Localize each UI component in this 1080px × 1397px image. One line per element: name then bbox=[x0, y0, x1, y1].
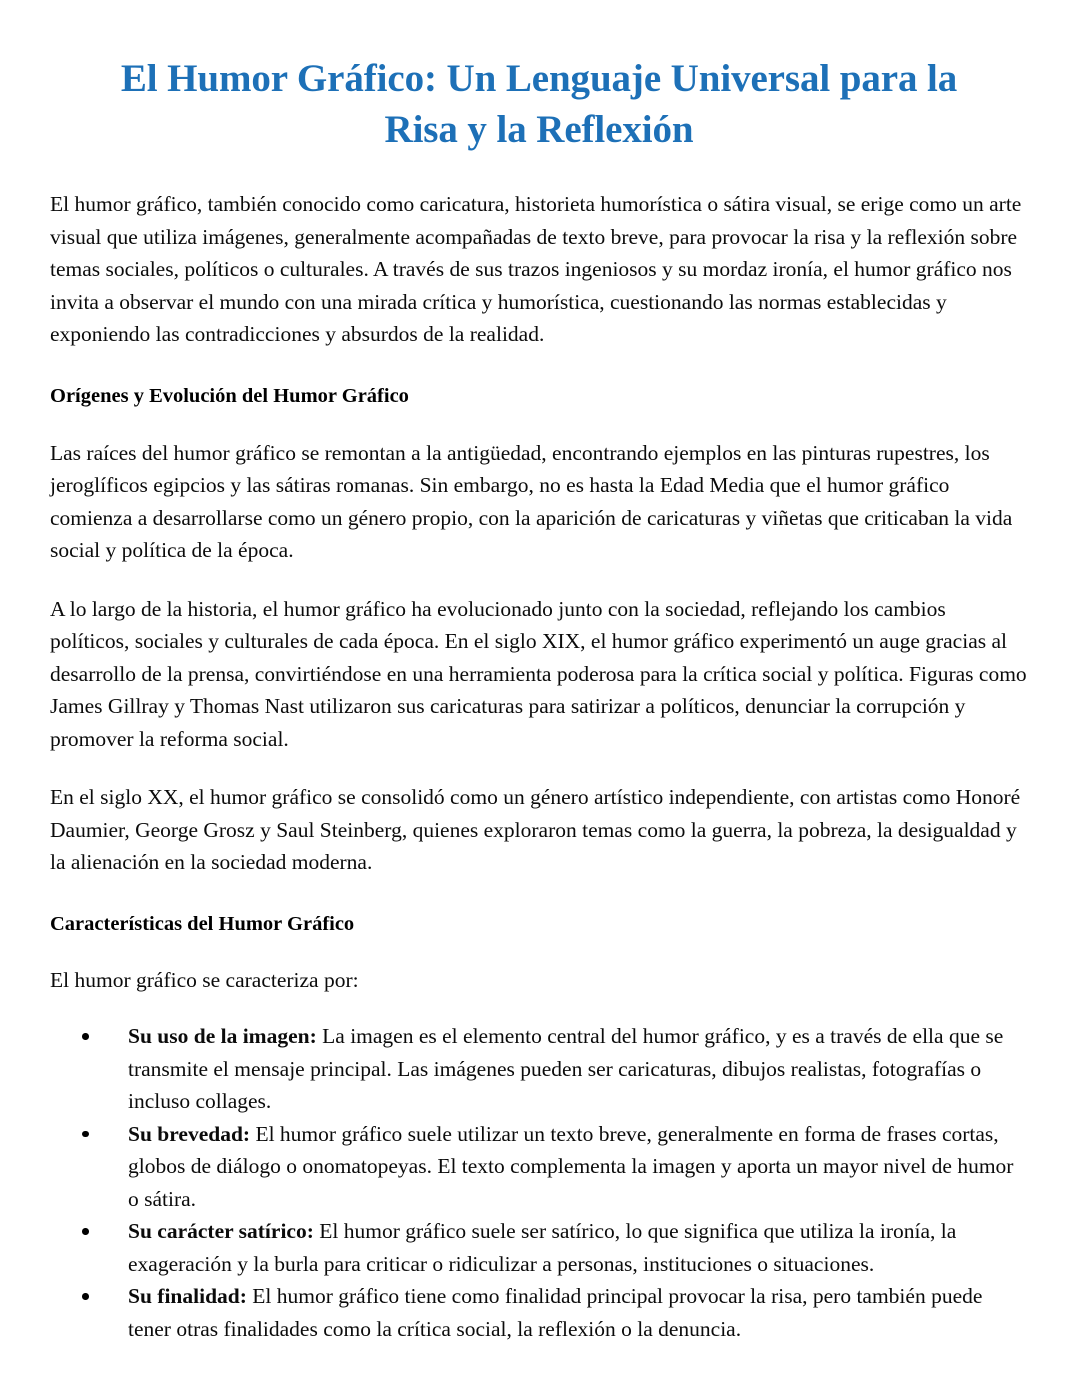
list-item bbox=[50, 1118, 1028, 1216]
bullet-icon bbox=[82, 1033, 89, 1040]
bullet-icon bbox=[82, 1293, 89, 1300]
section-paragraph: Las raíces del humor gráfico se remontan a la antigüedad, encontrando ejemplos en las pinturas rupestres, los jeroglíficos egipcios y las sátiras romanas. Sin embargo, no es hasta la Edad Media que el humor gráfico comienza a desarrollarse como un género propio, con la aparición de caricaturas y viñetas que criticaban la vida social y política de la época. bbox=[50, 440, 1013, 563]
list-item-description: La imagen es el elemento central del humor gráfico, y es a través de ella que se transmite el mensaje principal. Las imágenes pueden ser caricaturas, dibujos realistas, fotografías o incluso collages. bbox=[128, 1024, 1004, 1114]
section-heading-caracteristicas: Características del Humor Gráfico bbox=[50, 912, 355, 935]
list-item bbox=[50, 1215, 1028, 1280]
list-item bbox=[50, 1020, 1028, 1118]
list-item-description: El humor gráfico suele ser satírico, lo que significa que utiliza la ironía, la exageración y la burla para criticar o ridiculizar a personas, instituciones o situaciones. bbox=[128, 1219, 957, 1276]
bullet-icon bbox=[82, 1228, 89, 1235]
list-item-term: Su brevedad: bbox=[128, 1121, 251, 1146]
page-title: El Humor Gráfico: Un Lenguaje Universal para la Risa y la Reflexión bbox=[120, 57, 958, 151]
list-item-description: El humor gráfico suele utilizar un texto breve, generalmente en forma de frases cortas, globos de diálogo o onomatopeyas. El texto complementa la imagen y aporta un mayor nivel de humor o sátira. bbox=[128, 1121, 1014, 1211]
list-item-term: Su carácter satírico: bbox=[128, 1219, 314, 1244]
section-paragraph: En el siglo XX, el humor gráfico se consolidó como un género artístico independiente, con artistas como Honoré Daumier, George Grosz y Saul Steinberg, quienes exploraron temas como la guerra, la pobreza, la desigualdad y la alienación en la sociedad moderna. bbox=[50, 785, 1021, 875]
list-lead-in-text: El humor gráfico se caracteriza por: bbox=[50, 967, 359, 992]
section-heading-origenes: Orígenes y Evolución del Humor Gráfico bbox=[50, 384, 409, 407]
list-item-description: El humor gráfico tiene como finalidad principal provocar la risa, pero también puede tener otras finalidades como la crítica social, la reflexión o la denuncia. bbox=[128, 1284, 983, 1341]
section-paragraph: A lo largo de la historia, el humor gráfico ha evolucionado junto con la sociedad, reflejando los cambios políticos, sociales y culturales de cada época. En el siglo XIX, el humor gráfico experimentó un auge gracias al desarrollo de la prensa, convirtiéndose en una herramienta poderosa para la crítica social y política. Figuras como James Gillray y Thomas Nast utilizaron sus caricaturas para satirizar a políticos, denunciar la corrupción y promover la reforma social. bbox=[50, 596, 1027, 751]
list-item-term: Su finalidad: bbox=[128, 1284, 247, 1309]
list-item bbox=[50, 1280, 1028, 1345]
bullet-icon bbox=[82, 1131, 89, 1138]
feature-list bbox=[50, 1020, 1028, 1345]
intro-paragraph: El humor gráfico, también conocido como caricatura, historieta humorística o sátira visual, se erige como un arte visual que utiliza imágenes, generalmente acompañadas de texto breve, para provocar la risa y la reflexión sobre temas sociales, políticos o culturales. A través de sus trazos ingeniosos y su mordaz ironía, el humor gráfico nos invita a observar el mundo con una mirada crítica y humorística, cuestionando las normas establecidas y exponiendo las contradicciones y absurdos de la realidad. bbox=[50, 192, 1022, 347]
list-item-term: Su uso de la imagen: bbox=[128, 1024, 317, 1049]
